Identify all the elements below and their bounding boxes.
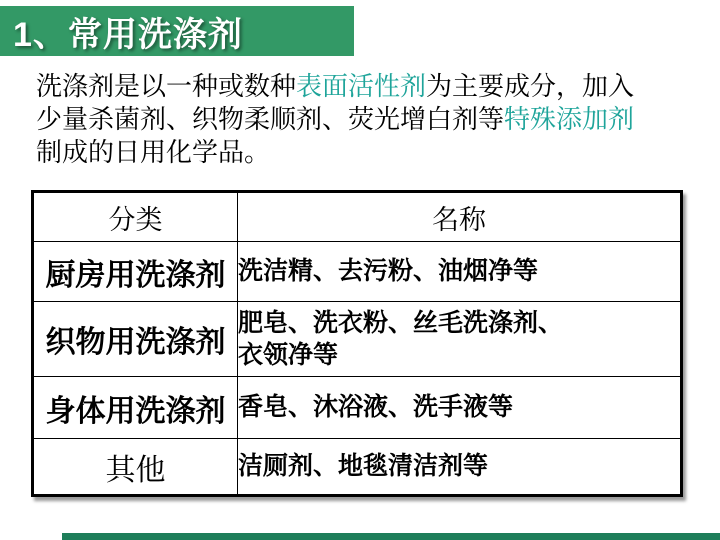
names-line: 洁厕剂、地毯清洁剂等 [238,452,489,481]
intro-text: 少量杀菌剂、织物柔顺剂、荧光增白剂等 [36,104,505,134]
category-fabric: 织物用洗涤剂 [33,302,238,377]
intro-text: 制成的日用化学品。 [36,137,271,167]
col-header-name: 名称 [238,192,682,242]
detergent-table [31,190,683,497]
intro-line-3 [36,136,704,169]
intro-line-2 [36,103,704,136]
names-line: 衣领净等 [238,341,339,369]
table-row [33,242,682,302]
category-other: 其他 [33,439,238,496]
intro-paragraph [36,70,704,169]
table-header-row [33,192,682,242]
category-kitchen: 厨房用洗涤剂 [33,242,238,302]
category-body: 身体用洗涤剂 [33,377,238,439]
intro-text: 为主要成分，加入 [426,71,635,101]
names-line: 洗洁精、去污粉、油烟净等 [238,257,539,286]
names-line: 香皂、沐浴液、洗手液等 [238,393,514,422]
table-row [33,439,682,496]
bottom-accent-bar [62,533,720,540]
table-row [33,302,682,377]
names-fabric [238,302,682,377]
names-line: 肥皂、洗衣粉、丝毛洗涤剂、 [238,308,564,337]
slide-title: 1、常用洗涤剂 [13,15,243,54]
names-other [238,439,682,496]
highlight-special-additive: 特殊添加剂 [504,104,635,134]
table-row [33,377,682,439]
title-banner [0,6,354,56]
names-kitchen [238,242,682,302]
names-body [238,377,682,439]
intro-line-1 [36,70,704,103]
col-header-category: 分类 [33,192,238,242]
highlight-surfactant: 表面活性剂 [296,71,427,101]
intro-text: 洗涤剂是以一种或数种 [36,71,297,101]
